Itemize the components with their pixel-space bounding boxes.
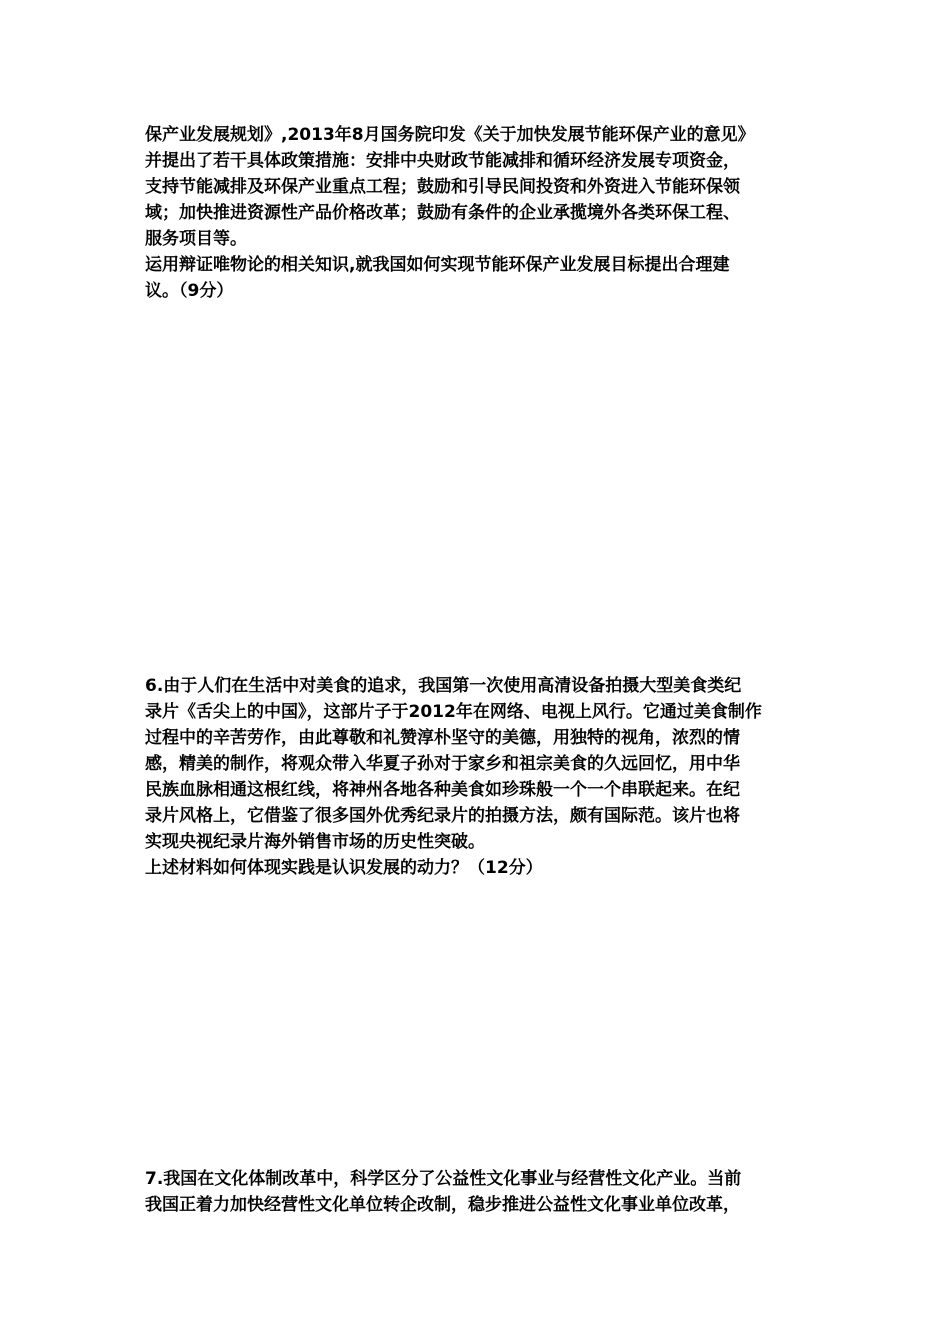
text-line: 实现央视纪录片海外销售市场的历史性突破。	[145, 832, 485, 852]
text-line: 7.我国在文化体制改革中，科学区分了公益性文化事业与经营性文化产业。当前	[145, 1169, 742, 1189]
question-7-text	[145, 1166, 815, 1218]
question-5-text	[145, 122, 815, 304]
text-line: 过程中的辛苦劳作，由此尊敬和礼赞淳朴坚守的美德，用独特的视角，浓烈的情	[145, 728, 740, 748]
question-prompt-line: 上述材料如何体现实践是认识发展的动力？（12分）	[145, 858, 543, 878]
text-line: 6.由于人们在生活中对美食的追求，我国第一次使用高清设备拍摄大型美食类纪	[145, 676, 742, 696]
text-line: 民族血脉相通这根红线，将神州各地各种美食如珍珠般一个一个串联起来。在纪	[145, 780, 740, 800]
text-line: 保产业发展规划》,2013年8月国务院印发《关于加快发展节能环保产业的意见》	[145, 125, 755, 145]
text-line: 录片风格上，它借鉴了很多国外优秀纪录片的拍摄方法，颇有国际范。该片也将	[145, 806, 740, 826]
question-prompt-line: 议。（9分）	[145, 281, 234, 301]
question-prompt-line: 运用辩证唯物论的相关知识,就我国如何实现节能环保产业发展目标提出合理建	[145, 255, 730, 275]
text-line: 录片《舌尖上的中国》，这部片子于2012年在网络、电视上风行。它通过美食制作	[145, 702, 762, 722]
text-line: 域；加快推进资源性产品价格改革；鼓励有条件的企业承揽境外各类环保工程、	[145, 203, 740, 223]
text-line: 感，精美的制作，将观众带入华夏子孙对于家乡和祖宗美食的久远回忆，用中华	[145, 754, 740, 774]
text-line: 支持节能减排及环保产业重点工程；鼓励和引导民间投资和外资进入节能环保领	[145, 177, 740, 197]
text-line: 我国正着力加快经营性文化单位转企改制，稳步推进公益性文化事业单位改革，	[145, 1195, 740, 1215]
text-line: 服务项目等。	[145, 229, 247, 249]
text-line: 并提出了若干具体政策措施：安排中央财政节能减排和循环经济发展专项资金，	[145, 151, 740, 171]
question-6-text	[145, 673, 815, 881]
